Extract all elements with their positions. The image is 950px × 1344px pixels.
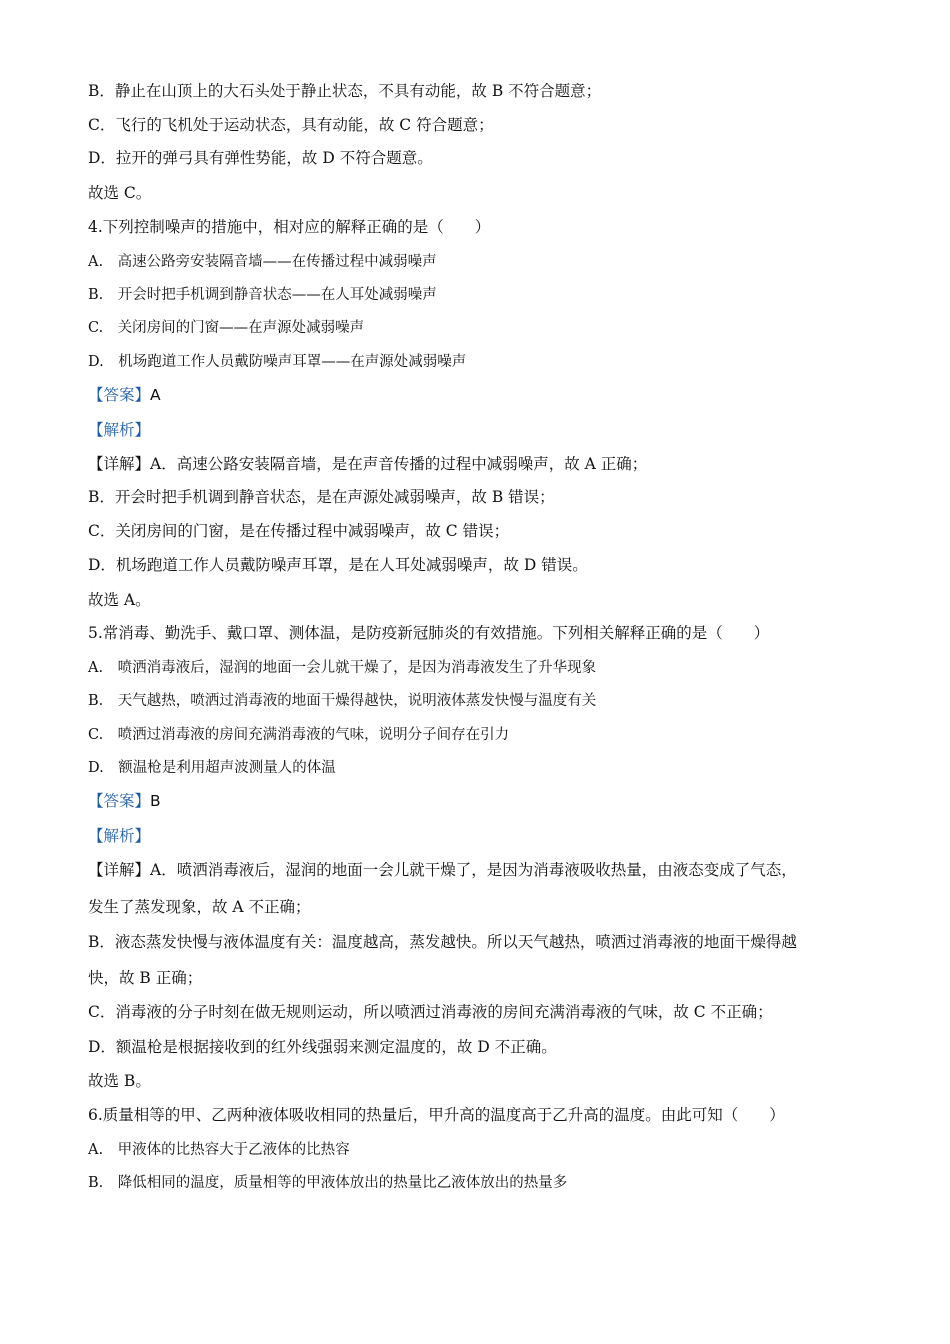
q4-detail-d: D．机场跑道工作人员戴防噪声耳罩，是在人耳处减弱噪声，故 D 错误。: [88, 556, 588, 574]
q4-option-c: C. 关闭房间的门窗——在声源处减弱噪声: [88, 320, 365, 336]
q4-detail-c: C．关闭房间的门窗，是在传播过程中减弱噪声，故 C 错误；: [88, 522, 510, 540]
q5-question: 5.常消毒、勤洗手、戴口罩、测体温，是防疫新冠肺炎的有效措施。下列相关解释正确的是（ ）: [88, 624, 770, 642]
answer-tag: 【答案】: [88, 792, 151, 810]
q6-option-a: A. 甲液体的比热容大于乙液体的比热容: [88, 1142, 350, 1158]
q4-analysis-tag: 【解析】: [88, 421, 151, 439]
q5-detail-a-line2: 发生了蒸发现象，故 A 不正确；: [88, 898, 311, 916]
q3-conclusion: 故选 C。: [88, 184, 152, 202]
q3-explanation-b: B．静止在山顶上的大石头处于静止状态，不具有动能，故 B 不符合题意；: [88, 82, 602, 100]
q5-detail-a-line1: [88, 860, 860, 880]
q6-question: 6.质量相等的甲、乙两种液体吸收相同的热量后，甲升高的温度高于乙升高的温度。由此可知（ ）: [88, 1106, 785, 1124]
q5-option-a: A. 喷洒消毒液后，湿润的地面一会儿就干燥了，是因为消毒液发生了升华现象: [88, 660, 597, 676]
detail-text: A．喷洒消毒液后，湿润的地面一会儿就干燥了，是因为消毒液吸收热量，由液态变成了气态，: [150, 861, 797, 879]
detail-tag: 【详解】: [88, 861, 151, 879]
q5-analysis-tag: 【解析】: [88, 827, 151, 845]
q4-answer: [88, 385, 860, 405]
q5-detail-b-line2: 快，故 B 正确；: [88, 969, 203, 987]
q5-option-b: B. 天气越热，喷洒过消毒液的地面干燥得越快，说明液体蒸发快慢与温度有关: [88, 693, 597, 709]
q4-conclusion: 故选 A。: [88, 591, 151, 609]
answer-tag: 【答案】: [88, 386, 151, 404]
q5-detail-b-line1: B．液态蒸发快慢与液体温度有关：温度越高，蒸发越快。所以天气越热，喷洒过消毒液的地面干燥得越: [88, 933, 797, 951]
detail-text: A．高速公路安装隔音墙，是在声音传播的过程中减弱噪声，故 A 正确；: [150, 455, 648, 473]
answer-value: B: [150, 792, 161, 810]
q5-detail-d: D．额温枪是根据接收到的红外线强弱来测定温度的，故 D 不正确。: [88, 1038, 557, 1056]
q4-option-d: D. 机场跑道工作人员戴防噪声耳罩——在声源处减弱噪声: [88, 354, 467, 370]
q4-detail-a: [88, 454, 860, 474]
q4-detail-b: B．开会时把手机调到静音状态，是在声源处减弱噪声，故 B 错误；: [88, 488, 555, 506]
q3-explanation-d: D．拉开的弹弓具有弹性势能，故 D 不符合题意。: [88, 149, 433, 167]
q5-option-c: C. 喷洒过消毒液的房间充满消毒液的气味，说明分子间存在引力: [88, 727, 510, 743]
q4-question: 4.下列控制噪声的措施中，相对应的解释正确的是（ ）: [88, 218, 491, 236]
answer-value: A: [150, 386, 161, 404]
q5-option-d: D. 额温枪是利用超声波测量人的体温: [88, 760, 336, 776]
q3-explanation-c: C．飞行的飞机处于运动状态，具有动能，故 C 符合题意；: [88, 116, 494, 134]
q5-conclusion: 故选 B。: [88, 1072, 151, 1090]
detail-tag: 【详解】: [88, 455, 151, 473]
q6-option-b: B. 降低相同的温度，质量相等的甲液体放出的热量比乙液体放出的热量多: [88, 1175, 568, 1191]
q5-detail-c: C．消毒液的分子时刻在做无规则运动，所以喷洒过消毒液的房间充满消毒液的气味，故 C 不正确；: [88, 1003, 773, 1021]
q5-answer: [88, 791, 860, 811]
q4-option-b: B. 开会时把手机调到静音状态——在人耳处减弱噪声: [88, 287, 437, 303]
q4-option-a: A. 高速公路旁安装隔音墙——在传播过程中减弱噪声: [88, 254, 437, 270]
